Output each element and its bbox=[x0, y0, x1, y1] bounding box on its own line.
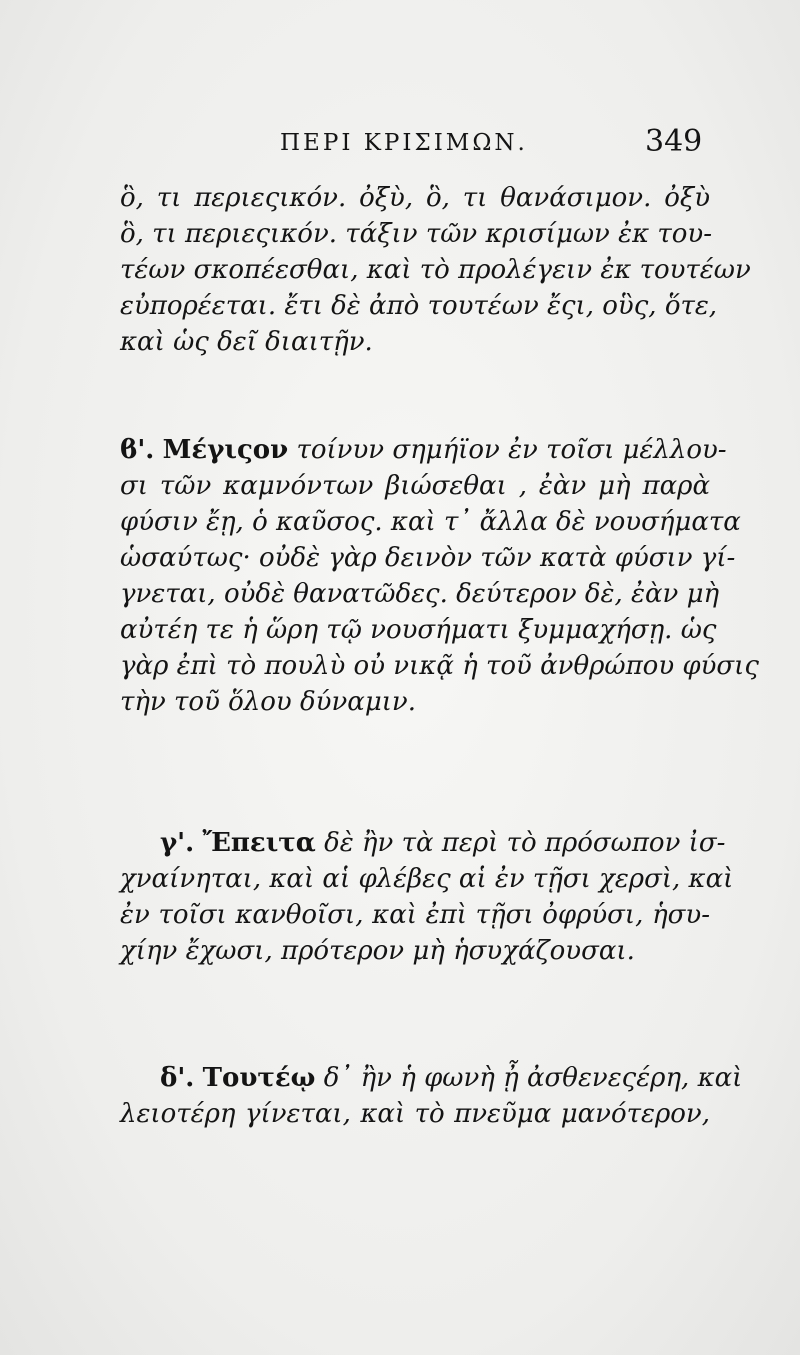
paragraph-number: δ'. bbox=[160, 1063, 195, 1093]
paragraph-lead-word: Τουτέῳ bbox=[202, 1063, 316, 1093]
paragraph-continued bbox=[120, 180, 751, 360]
text-line: λειοτέρη γίνεται, καὶ τὸ πνεῦμα μανότερον, bbox=[120, 1099, 710, 1129]
text-line bbox=[120, 1060, 743, 1096]
paragraph-lead-word: Ἔπειτα bbox=[202, 828, 316, 858]
text-segment: τοίνυν σημήϊον ἐν τοῖσι μέλλου- bbox=[296, 435, 727, 465]
text-line: γὰρ ἐπὶ τὸ πουλὺ οὐ νικᾷ ἡ τοῦ ἀνθρώπου φύσις bbox=[120, 651, 759, 681]
text-line: σι τῶν καμνόντων βιώσεθαι , ἐὰν μὴ παρὰ bbox=[120, 471, 710, 501]
page-number: 349 bbox=[645, 124, 703, 159]
text-line: εὐπορέεται. ἔτι δὲ ἀπὸ τουτέων ἔςι, οὓς, ὅτε, bbox=[120, 291, 718, 321]
paragraph-number: ϐ'. bbox=[120, 435, 155, 465]
text-line: ὡσαύτως· οὐδὲ γὰρ δεινὸν τῶν κατὰ φύσιν γί- bbox=[120, 543, 736, 573]
text-segment: δ᾽ ἢν ἡ φωνὴ ᾖ ἀσθενεςέρη, καὶ bbox=[323, 1063, 743, 1093]
text-line: φύσιν ἔῃ, ὁ καῦσος. καὶ τ᾽ ἄλλα δὲ νουσήματα bbox=[120, 507, 741, 537]
paragraph-lead-word: Μέγιςον bbox=[162, 435, 289, 465]
text-line bbox=[120, 432, 727, 468]
text-line: τέων σκοπέεσθαι, καὶ τὸ προλέγειν ἐκ τουτέων bbox=[120, 255, 751, 285]
text-line bbox=[120, 825, 726, 861]
paragraph-beta bbox=[120, 432, 759, 720]
text-line: χναίνηται, καὶ αἱ φλέβες αἱ ἐν τῇσι χερσὶ, καὶ bbox=[120, 864, 734, 894]
page-header bbox=[0, 124, 800, 170]
text-line: τὴν τοῦ ὅλου δύναμιν. bbox=[120, 687, 416, 717]
text-line: ὃ, τι περιεςικόν. τάξιν τῶν κρισίμων ἐκ του- bbox=[120, 219, 713, 249]
text-line: καὶ ὡς δεῖ διαιτῇν. bbox=[120, 327, 373, 357]
paragraph-number: γ'. bbox=[160, 828, 195, 858]
text-line: ἐν τοῖσι κανθοῖσι, καὶ ἐπὶ τῇσι ὀφρύσι, ἡσυ- bbox=[120, 900, 710, 930]
text-segment: δὲ ἢν τὰ περὶ τὸ πρόσωπον ἰσ- bbox=[324, 828, 726, 858]
text-line: χίην ἔχωσι, πρότερον μὴ ἡσυχάζουσαι. bbox=[120, 936, 635, 966]
text-line: αὐτέη τε ἡ ὥρη τῷ νουσήματι ξυμμαχήσῃ. ὡς bbox=[120, 615, 717, 645]
running-title: ΠΕΡΙ ΚΡΙΣΙΜΩΝ. bbox=[280, 130, 528, 156]
paragraph-delta bbox=[120, 1060, 743, 1132]
text-line: ὃ, τι περιεςικόν. ὀξὺ, ὃ, τι θανάσιμον. ὀξὺ bbox=[120, 183, 710, 213]
paragraph-gamma bbox=[120, 825, 734, 969]
text-line: γνεται, οὐδὲ θανατῶδες. δεύτερον δὲ, ἐὰν μὴ bbox=[120, 579, 720, 609]
